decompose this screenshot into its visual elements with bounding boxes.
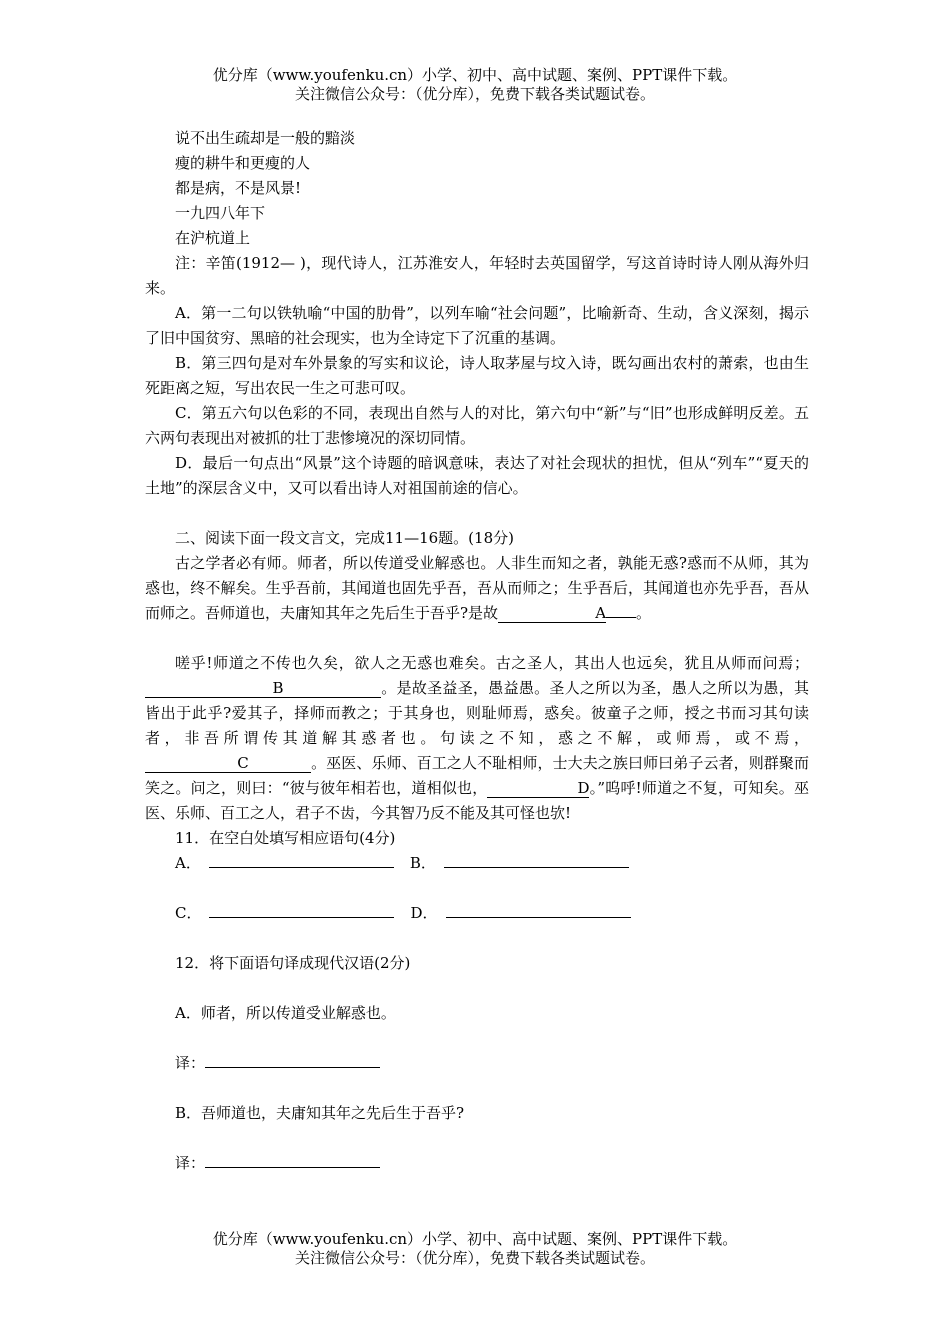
blank-a: A — [498, 604, 606, 623]
question-11-row-1 — [145, 851, 809, 876]
footer-line-2: 关注微信公众号：（优分库），免费下载各类试题试卷。 — [294, 1249, 655, 1267]
document-body — [145, 126, 809, 1176]
blank-d: D — [487, 779, 589, 798]
paragraph-end: 。 — [636, 604, 652, 622]
question-12-b: B．吾师道也，夫庸知其年之先后生于吾乎? — [175, 1104, 465, 1122]
paragraph-text: 。是故圣益圣，愚益愚。圣人之所以为圣，愚人之所以为愚，其皆出于此乎?爱其子，择师而教之；于其身也，则耻师焉，惑矣。彼童子之师，授之书而习其句读者，非吾所谓传其道解其惑者也。句读之不知，惑之不解，或师焉，或不焉， — [145, 679, 809, 747]
option-d: D．最后一句点出“风景”这个诗题的暗讽意味，表达了对社会现状的担忧，但从“列车”“夏天的土地”的深层含义中，又可以看出诗人对祖国前途的信心。 — [145, 454, 809, 497]
header-line-2: 关注微信公众号：（优分库），免费下载各类试题试卷。 — [294, 85, 655, 103]
header-line-1: 优分库（www.youfenku.cn）小学、初中、高中试题、案例、PPT课件下载。 — [212, 66, 738, 84]
answer-label-b: B． — [409, 854, 436, 872]
answer-line-d[interactable] — [446, 903, 631, 918]
answer-line-a[interactable] — [209, 853, 394, 868]
classical-text-paragraph-1 — [145, 551, 809, 626]
page-header — [0, 66, 950, 104]
classical-text-paragraph-2 — [145, 651, 809, 826]
page-footer — [0, 1230, 950, 1268]
question-12-title: 12．将下面语句译成现代汉语(2分) — [175, 954, 411, 972]
option-a: A．第一二句以铁轨喻“中国的肋骨”，以列车喻“社会问题”，比喻新奇、生动，含义深刻，揭示了旧中国贫穷、黑暗的社会现实，也为全诗定下了沉重的基调。 — [145, 304, 809, 347]
translation-label: 译： — [175, 1054, 206, 1072]
translation-row-a — [145, 1051, 809, 1076]
answer-label-a: A． — [175, 854, 201, 872]
poem-note: 注：辛笛(1912— )，现代诗人，江苏淮安人，年轻时去英国留学，写这首诗时诗人刚从海外归来。 — [145, 254, 809, 297]
answer-label-c: C． — [175, 904, 202, 922]
option-c: C．第五六句以色彩的不同，表现出自然与人的对比，第六句中“新”与“旧”也形成鲜明反差。五六两句表现出对被抓的壮丁悲惨境况的深切同情。 — [145, 404, 809, 447]
translation-label: 译： — [175, 1154, 206, 1172]
poem-line: 瘦的耕牛和更瘦的人 — [175, 154, 311, 172]
paragraph-text: 古之学者必有师。师者，所以传道受业解惑也。人非生而知之者，孰能无惑?惑而不从师，其为惑也，终不解矣。生乎吾前，其闻道也固先乎吾，吾从而师之；生乎吾后，其闻道也亦先乎吾，吾从而师之。吾师道也，夫庸知其年之先后生于吾乎?是故 — [145, 554, 809, 622]
translation-line-b[interactable] — [205, 1153, 380, 1168]
question-12-a: A．师者，所以传道受业解惑也。 — [175, 1004, 396, 1022]
blank-b: B — [145, 679, 381, 698]
section-title: 二、阅读下面一段文言文，完成11—16题。(18分) — [175, 529, 514, 547]
poem-date: 一九四八年下 — [175, 204, 266, 222]
paragraph-text: 。巫医、乐师、百工之人不耻相师，士大夫之族曰师曰弟子云者，则群聚而笑之。问之，则曰：“彼与彼年相若也，道相似也， — [145, 754, 809, 797]
question-11-title: 11．在空白处填写相应语句(4分) — [175, 829, 396, 847]
question-11-row-2 — [145, 901, 809, 926]
paragraph-text: 。”呜呼!师道之不复，可知矣。巫医、乐师、百工之人，君子不齿，今其智乃反不能及其可怪也欤! — [145, 779, 809, 822]
translation-row-b — [145, 1151, 809, 1176]
poem-place: 在沪杭道上 — [175, 229, 251, 247]
footer-line-1: 优分库（www.youfenku.cn）小学、初中、高中试题、案例、PPT课件下载。 — [212, 1230, 738, 1248]
blank-c: C — [145, 754, 311, 773]
answer-label-d: D． — [410, 904, 438, 922]
poem-line: 说不出生疏却是一般的黯淡 — [175, 129, 356, 147]
poem-line: 都是病，不是风景! — [175, 179, 302, 197]
option-b: B．第三四句是对车外景象的写实和议论，诗人取茅屋与坟入诗，既勾画出农村的萧索，也由生死距离之短，写出农民一生之可悲可叹。 — [145, 354, 809, 397]
paragraph-text: 嗟乎!师道之不传也久矣，欲人之无惑也难矣。古之圣人，其出人也远矣，犹且从师而问焉； — [175, 654, 809, 672]
translation-line-a[interactable] — [205, 1053, 380, 1068]
answer-line-b[interactable] — [444, 853, 629, 868]
answer-line-c[interactable] — [209, 903, 394, 918]
